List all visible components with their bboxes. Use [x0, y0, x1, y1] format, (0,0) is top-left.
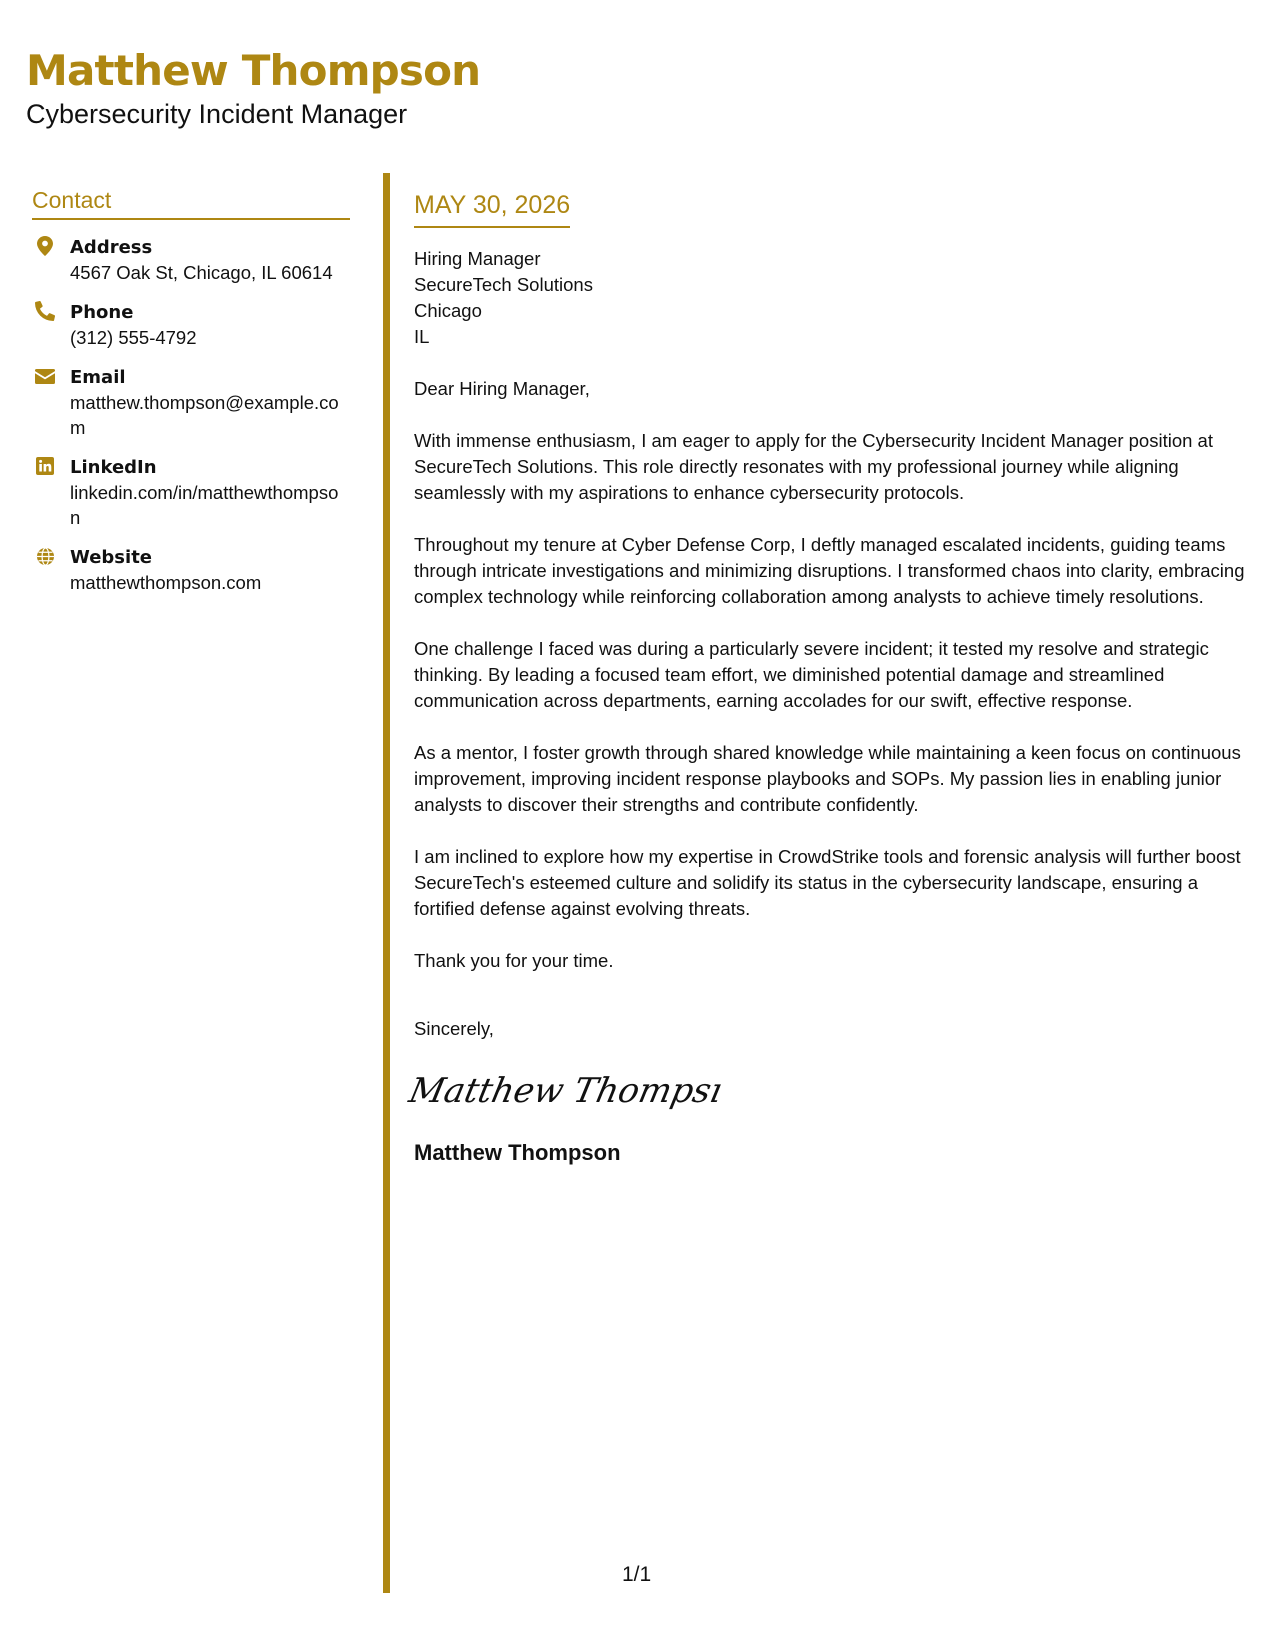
recipient-line: Hiring Manager: [414, 248, 541, 269]
website-label: Website: [70, 547, 153, 568]
website-value: matthewthompson.com: [70, 572, 262, 593]
recipient-line: IL: [414, 326, 430, 347]
contact-sidebar: [32, 187, 350, 595]
body-paragraph: As a mentor, I foster growth through shared knowledge while maintaining a keen focus on continuous improvement, improving incident response playbooks and SOPs. My passion lies in enabling junior analysts to discover their strengths and contribute confidently.: [414, 742, 1241, 815]
phone-value: (312) 555-4792: [70, 327, 197, 348]
body-paragraph: I am inclined to explore how my expertise in CrowdStrike tools and forensic analysis will further boost SecureTech's esteemed culture and solidify its status in the cybersecurity landscape, ensuring a fortified defense against evolving threats.: [414, 846, 1241, 919]
letter-date: MAY 30, 2026: [414, 190, 570, 228]
signer-name: Matthew Thompson: [414, 1140, 621, 1165]
envelope-icon: [34, 365, 56, 387]
body-paragraph: One challenge I faced was during a particularly severe incident; it tested my resolve and strategic thinking. By leading a focused team effort, we diminished potential damage and streamlined communication across departments, earning accolades for our swift, effective response.: [414, 638, 1209, 711]
salutation: Dear Hiring Manager,: [414, 378, 590, 399]
address-label: Address: [70, 237, 153, 258]
applicant-name: Matthew Thompson: [26, 46, 481, 95]
email-label: Email: [70, 367, 126, 388]
globe-icon: [34, 545, 56, 567]
phone-label: Phone: [70, 302, 134, 323]
contact-address: [32, 235, 350, 285]
contact-website: [32, 545, 350, 595]
linkedin-label: LinkedIn: [70, 457, 157, 478]
location-pin-icon: [34, 235, 56, 257]
handwritten-signature: [405, 1062, 1254, 1122]
recipient-line: SecureTech Solutions: [414, 274, 593, 295]
contact-heading: Contact: [32, 187, 350, 220]
address-value: 4567 Oak St, Chicago, IL 60614: [70, 262, 333, 283]
contact-email: [32, 365, 350, 440]
body-paragraph: With immense enthusiasm, I am eager to apply for the Cybersecurity Incident Manager position at SecureTech Solutions. This role directly resonates with my professional journey while aligning seamlessly with my aspirations to enhance cybersecurity protocols.: [414, 430, 1213, 503]
applicant-title: Cybersecurity Incident Manager: [26, 99, 408, 129]
svg-text:Matthew Thompsı: Matthew Thompsı: [405, 1071, 726, 1111]
thank-you-line: Thank you for your time.: [414, 950, 614, 971]
linkedin-icon: [34, 455, 56, 477]
phone-icon: [34, 300, 56, 322]
recipient-block: [414, 246, 1254, 350]
contact-phone: [32, 300, 350, 350]
linkedin-value: linkedin.com/in/matthewthompson: [70, 482, 339, 528]
contact-linkedin: [32, 455, 350, 530]
letter-body: [405, 190, 1254, 1166]
email-value: matthew.thompson@example.com: [70, 392, 339, 438]
divider-line: [383, 173, 390, 1593]
recipient-line: Chicago: [414, 300, 482, 321]
closing: Sincerely,: [414, 1018, 494, 1039]
page-number: 1/1: [622, 1563, 652, 1586]
body-paragraph: Throughout my tenure at Cyber Defense Corp, I deftly managed escalated incidents, guiding teams through intricate investigations and minimizing disruptions. I transformed chaos into clarity, embracing complex technology while reinforcing collaboration among analysts to achieve timely resolutions.: [414, 534, 1245, 607]
